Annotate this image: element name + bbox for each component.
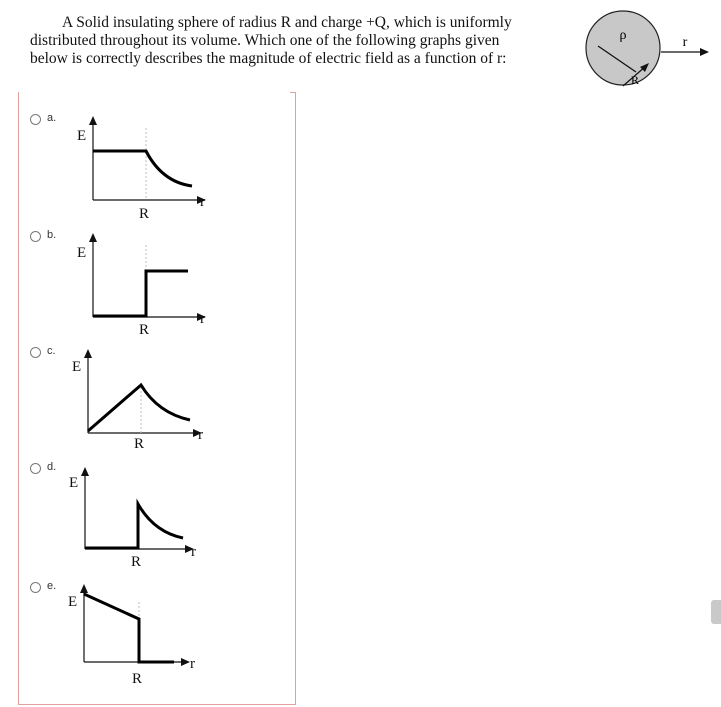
option-e[interactable] xyxy=(30,582,290,694)
option-c-R-label: R xyxy=(134,436,145,452)
question-line-1: A Solid insulating sphere of radius R and charge +Q, which is uniformly xyxy=(62,14,512,31)
option-a-graph xyxy=(70,114,270,226)
option-e-R-label: R xyxy=(132,671,143,687)
scroll-handle[interactable] xyxy=(711,600,721,624)
option-b-graph xyxy=(70,231,270,343)
option-d-R-label: R xyxy=(131,554,142,570)
question-text xyxy=(30,14,550,68)
sphere xyxy=(586,11,660,85)
option-c-graph xyxy=(70,347,270,459)
option-e-letter: e. xyxy=(47,580,57,592)
option-c-radio[interactable] xyxy=(30,347,41,358)
r-label: r xyxy=(682,35,688,50)
option-a-curve xyxy=(93,151,192,186)
option-b-radio[interactable] xyxy=(30,231,41,242)
option-a-letter: a. xyxy=(47,112,57,124)
option-a-R-label: R xyxy=(139,206,150,222)
option-e-E-label: E xyxy=(68,594,78,610)
option-e-curve xyxy=(84,594,174,662)
rho-label: ρ xyxy=(619,28,627,43)
option-d-letter: d. xyxy=(47,461,57,473)
question-line-3: below is correctly describes the magnitude of electric field as a function of r: xyxy=(30,50,507,67)
option-b-curve xyxy=(93,271,188,316)
option-b-letter: b. xyxy=(47,229,57,241)
option-d-radio[interactable] xyxy=(30,463,41,474)
option-e-r-label: r xyxy=(190,656,195,672)
option-a-r-label: r xyxy=(200,194,205,210)
option-c-r-label: r xyxy=(198,427,203,443)
option-a-radio[interactable] xyxy=(30,114,41,125)
option-b-R-label: R xyxy=(139,322,150,338)
option-b[interactable] xyxy=(30,231,290,343)
question-line-2: distributed throughout its volume. Which one of the following graphs given xyxy=(30,32,500,49)
option-e-radio[interactable] xyxy=(30,582,41,593)
option-a-E-label: E xyxy=(77,128,87,144)
option-d-E-label: E xyxy=(69,475,79,491)
option-d-r-label: r xyxy=(191,544,196,560)
option-a[interactable] xyxy=(30,114,290,226)
option-d[interactable] xyxy=(30,463,290,575)
option-d-graph xyxy=(70,463,270,575)
option-c-curve xyxy=(88,385,190,431)
option-c-letter: c. xyxy=(47,345,56,357)
R-label: R xyxy=(630,73,640,87)
option-c-E-label: E xyxy=(72,359,82,375)
r-axis-arrowhead xyxy=(700,48,709,56)
option-b-r-label: r xyxy=(200,311,205,327)
option-b-E-label: E xyxy=(77,245,87,261)
option-d-curve xyxy=(85,504,183,548)
sphere-figure xyxy=(583,6,713,90)
option-e-graph xyxy=(70,582,270,694)
answer-frame-top xyxy=(290,92,295,93)
option-c[interactable] xyxy=(30,347,290,459)
